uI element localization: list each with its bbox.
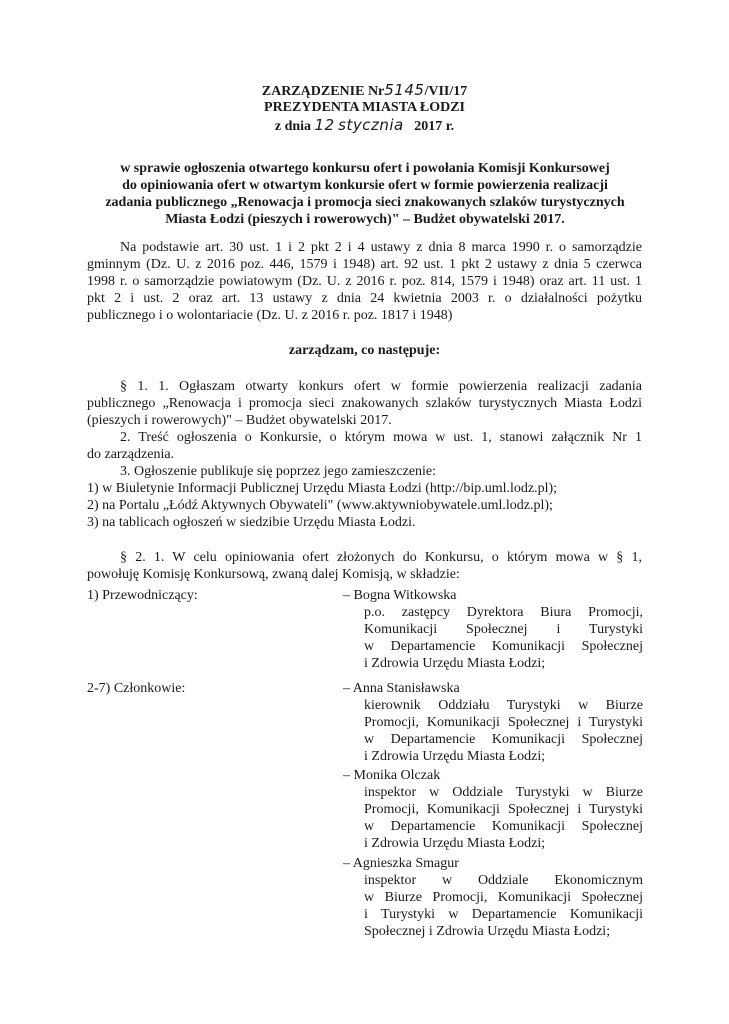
publication-item: 3) na tablicach ogłoszeń w siedzibie Urzędu Miasta Łodzi. [87,515,416,530]
section-2-line: powołuję Komisję Konkursową, zwaną dalej Komisją, w składzie: [87,567,460,582]
member-description-line: kierownik Oddziału Turystyki w Biurze [364,698,643,713]
chair-role-label: 1) Przewodniczący: [87,588,198,603]
member-description-line: i Zdrowia Urzędu Miasta Łodzi; [364,749,546,764]
section-1-paragraph-3: 3. Ogłoszenie publikuje się poprzez jego zamieszczenie: [120,464,437,479]
member-description-line: Społecznej i Zdrowia Urzędu Miasta Łodzi; [364,924,611,939]
member-description [364,872,643,940]
member-description-line: w Departamencie Komunikacji Społecznej [364,819,643,834]
member-name: – Bogna Witkowska [343,588,457,603]
member-description-line: Komunikacji Społecznej i Turystyki [364,622,643,637]
decree-title-suffix: /VII/17 [424,84,468,99]
handwritten-day: 12 [314,116,335,134]
section-1-line: 2. Treść ogłoszenia o Konkursie, o którym mowa w ust. 1, stanowi załącznik Nr 1 [120,430,642,445]
handwritten-month: stycznia [338,116,404,134]
member-name: – Anna Stanisławska [343,681,460,696]
date-prefix: z dnia [274,119,312,134]
member-description [364,784,643,852]
section-1-line: publicznego „Renowacja i promocja sieci znakowanych szlaków turystycznych Miasta Łodzi [87,396,642,411]
legal-basis-line: gminnym (Dz. U. z 2016 poz. 446, 1579 i 1948) art. 92 ust. 1 pkt 2 ustawy z dnia 5 czerwca [87,257,642,272]
decree-title [0,82,729,100]
subject-line: zadania publicznego „Renowacja i promocja sieci znakowanych szlaków turystycznych [105,195,625,210]
member-description [364,697,643,765]
member-description-line: p.o. zastępcy Dyrektora Biura Promocji, [364,605,643,620]
section-1-paragraph-1 [87,378,642,429]
member-description-line: i Turystyki w Departamencie Komunikacji [364,907,643,922]
member-name: – Monika Olczak [343,768,441,783]
legal-basis-line: Na podstawie art. 30 ust. 1 i 2 pkt 2 i 4 ustawy z dnia 8 marca 1990 r. o samorządzie [120,240,642,255]
date-suffix: 2017 r. [414,119,455,134]
commission-member [343,855,643,940]
member-description-line: i Zdrowia Urzędu Miasta Łodzi; [364,836,546,851]
subject-line: w sprawie ogłoszenia otwartego konkursu ofert i powołania Komisji Konkursowej [120,161,610,176]
section-2-intro [87,549,642,583]
legal-basis-line: publicznego i o wolontariacie (Dz. U. z 2016 r. poz. 1817 i 1948) [87,308,453,323]
decree-date [0,117,729,135]
member-description-line: Promocji, Komunikacji Społecznej i Turystyki [364,802,643,817]
commission-chair [343,587,643,672]
issuer-title: PREZYDENTA MIASTA ŁODZI [264,100,465,115]
legal-basis-paragraph [87,239,642,324]
member-description-line: inspektor w Oddziale Turystyki w Biurze [364,785,643,800]
legal-basis-line: pkt 2 i ust. 2 oraz art. 13 ustawy z dnia 24 kwietnia 2003 r. o działalności pożytku [87,291,642,306]
section-1-paragraph-2 [87,429,642,463]
section-1-line: do zarządzenia. [87,447,175,462]
section-2-line: § 2. 1. W celu opiniowania ofert złożonych do Konkursu, o którym mowa w § 1, [120,550,642,565]
members-role-label: 2-7) Członkowie: [87,681,186,696]
subject-line: Miasta Łodzi (pieszych i rowerowych)" – Budżet obywatelski 2017. [165,212,565,227]
subject-line: do opiniowania ofert w otwartym konkursie ofert w formie powierzenia realizacji [122,178,608,193]
commission-member [343,767,643,852]
section-1-line: § 1. 1. Ogłaszam otwarty konkurs ofert w formie powierzenia realizacji zadania [120,379,642,394]
member-description-line: Promocji, Komunikacji Społecznej i Turystyki [364,715,643,730]
legal-basis-line: 1998 r. o samorządzie powiatowym (Dz. U. z 2016 r. poz. 814, 1579 i 1948) oraz art. 11 ust. 1 [87,274,642,289]
order-heading: zarządzam, co następuje: [288,343,441,358]
member-description-line: w Departamencie Komunikacji Społecznej [364,639,643,654]
decree-title-prefix: ZARZĄDZENIE Nr [261,84,385,99]
member-description-line: i Zdrowia Urzędu Miasta Łodzi; [364,656,546,671]
publication-item: 1) w Biuletynie Informacji Publicznej Urzędu Miasta Łodzi (http://bip.uml.lodz.pl); [87,481,558,496]
member-description-line: inspektor w Oddziale Ekonomicznym [364,873,643,888]
handwritten-decree-number: 5145 [384,81,425,99]
member-description-line: w Departamencie Komunikacji Społecznej [364,732,643,747]
commission-member [343,680,643,765]
member-name: – Agnieszka Smagur [343,856,459,871]
section-1-line: (pieszych i rowerowych)" – Budżet obywatelski 2017. [87,413,392,428]
member-description-line: w Biurze Promocji, Komunikacji Społecznej [364,890,643,905]
publication-item: 2) na Portalu „Łódź Aktywnych Obywateli" (www.aktywniobywatele.uml.lodz.pl); [87,498,553,513]
member-description [364,604,643,672]
decree-subject [95,160,635,228]
